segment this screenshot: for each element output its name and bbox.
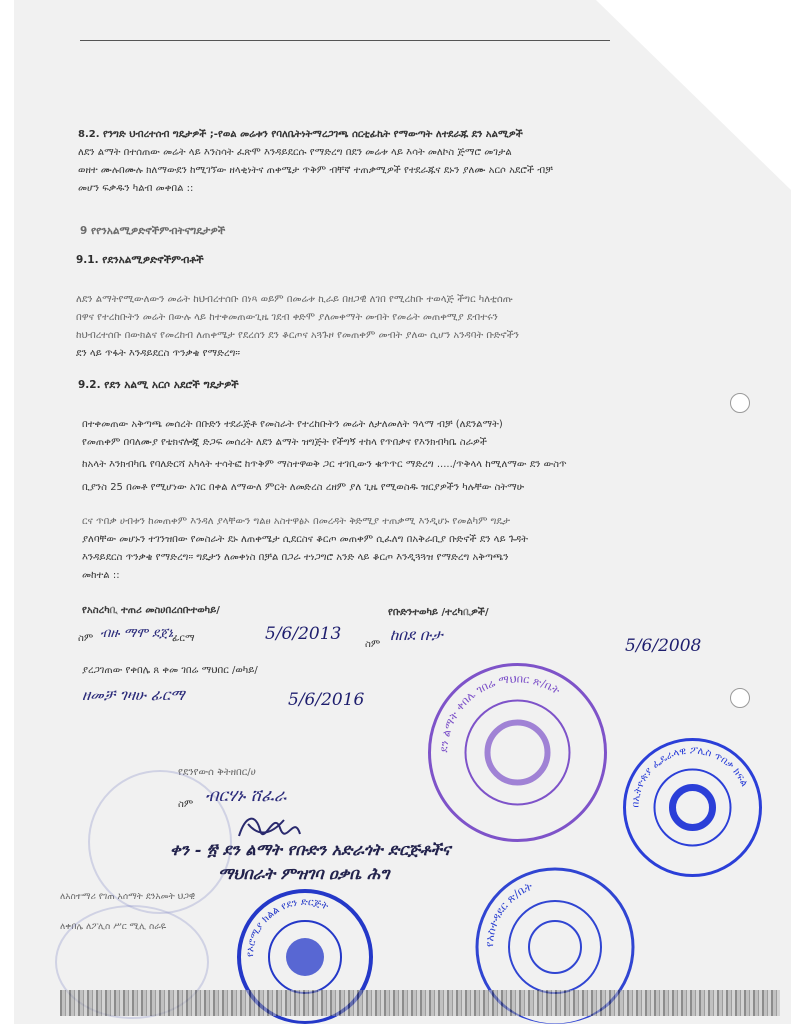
witness-date: 5/6/2016 — [288, 690, 365, 710]
section-9-1-line-3: ከህብረተሰቡ በውክልና የመረከብ ለጠቀሜታ የደረሰን ደን ቆርጦና አጓጉዞ የመጠቀም መብት ያለው ሲሆን አንዳባት ቡድኖችን — [76, 330, 520, 341]
section-9-2-para2-line-4: መከተል :: — [82, 570, 120, 581]
right-signature: ከበደ ቡታ — [390, 626, 443, 644]
section-8-2-line-2: ለደን ልማት በተሰጠው መሬት ላይ እንስሳት ፈጽሞ እንዳይደርሱ የማድረግ በደን መሬቱ ላይ እሳት መለኮስ ጅማሮ መገታል — [78, 147, 512, 158]
handwritten-note-line-2: ማህበራት ምዝገባ ዐቃቤ ሕግ — [218, 864, 390, 883]
stamp-top-seal — [425, 660, 610, 845]
bottom-line-left: ለአስተማሪ የገጠ አሰማት ደንአመት ህጋዊ — [60, 892, 196, 902]
observer-name-label: ስም — [178, 799, 194, 810]
section-9-2-para2-line-3: እንዳይደርስ ጥንቃቄ የማድረግ። ግዴታን ለመቀነስ በቻል በጋራ ተነጋግሮ አንድ ላይ ቆርጦ እንዲጓጓዝ የማድረግ አቅጣጫን — [82, 552, 509, 563]
observer-initials-scribble — [234, 806, 304, 842]
section-9-1-heading: 9.1. የደንአልሚዎድኖችምብቶች — [76, 254, 204, 266]
left-date: 5/6/2013 — [265, 624, 342, 644]
left-signature: ብዙ ማሞ ደጀኔ — [100, 626, 174, 641]
section-9-2-para2-line-2: ያለባቸው መሆኑን ተገንዝበው የመስራት ደኑ ለጠቀሜታ ሲደርስና ቆርጦ መጠቀም ሲፈለግ በአቅራቢያ ቡድኖች ደን ላይ ጉዳት — [82, 534, 529, 545]
section-8-2-line-1: 8.2. የንግድ ህብረተሰብ ግዴታዎች ;-የወል መሬቱን የባለቤትነትማረጋገጫ ሰርቲፊኬት የማውጣት ለተደራጁ ደን አልሚዎች — [78, 129, 523, 140]
section-9-2-line-3: ከአላት እንክብካቤ የባለድርሻ አካላት ተሳትፎ ከጥቅም ማስተዋወቅ ጋር ተገቢውን ቁጥጥር ማድረግ ...../ጥቅላላ ከሚለማው ደን ውስጥ — [82, 459, 567, 470]
left-signatory-title: የአስረካቢ ተጠሪ መስሀበረሰቡተወካይ/ — [82, 605, 220, 616]
section-9-1-line-2: በዋና የተረከቡትን መሬት በውሉ ላይ ከተቀመጠውጊዜ ገደብ ቀድሞ ያለመቀማት መብት የመሬት መጠቀሚያ ደብተሩን — [76, 312, 498, 323]
observer-signature: ብርሃኑ ሸፈራ — [205, 786, 287, 806]
section-9-1-line-4: ደን ላይ ጥፋት እንዳይደርስ ጥንቃቄ የማድረግ። — [76, 348, 241, 359]
stamp-bottom-right-text: የአስተዳደር ጽ/ቤት — [482, 879, 535, 948]
punch-hole-lower — [730, 688, 750, 708]
stamp-right-seal — [620, 735, 765, 880]
scan-margin — [0, 0, 14, 1024]
header-rule — [80, 40, 610, 41]
right-signatory-title: የቡድንተወካይ /ተረካቢዎች/ — [388, 607, 489, 618]
left-name-label: ስም — [78, 633, 94, 644]
section-9-2-line-2: የመጠቀም በባለሙያ የቴክኖሎጂ ድጋፍ መሰረት ለደን ልማት ዝግጅት የችግኝ ተከላ የጥበቃና የእንክብካቤ ስራዎች — [82, 437, 487, 448]
witness-title: ያረጋገጠው የቀበሌ ጸ ቀመ ገበሬ ማህበር /ወካይ/ — [82, 665, 258, 676]
right-date: 5/6/2008 — [625, 636, 702, 656]
stamp-bottom-left-text: የኦሮሚያ ክልል የደን ድርጅት — [244, 896, 330, 958]
section-9-2-line-4: ቢያንስ 25 በመቶ የሚሆነው አገር በቀል ለማውለ ምርት ለመድረስ ረዘም ያለ ጊዜ የሚወስዱ ዝርያዎችን ካሉቸው ስትማሁ — [82, 482, 525, 493]
bottom-line-right: ለቀበሌ ለፖሊስ ሥር ሚሊ ስራዬ — [60, 922, 167, 932]
folded-corner — [596, 0, 791, 190]
handwritten-note-line-1: ቀን - ፳ ደን ልማት የቡድን አድራጎት ድርጅቶችና — [170, 840, 451, 859]
section-9-heading: 9 የየንአልሚዎድኖችምብትናግዴታዎች — [80, 225, 226, 237]
section-8-2-line-3: ወዘተ ሙሉበሙሉ ክለማውደን ከሚገኘው ዘላቂነትና ጠቀሜታ ጥቅም ብቸኛ ተጠቃሚዎች የተደራጁና ደኑን ያለሙ አርሶ አደሮች ብቻ — [78, 165, 553, 176]
observer-title: የደንየውሰ ቅትዘበር/ሀ — [178, 767, 256, 778]
section-9-2-line-1: በተቀመጠው አቅጣጫ መሰረት በቡድን ተደራጅቶ የመስራት የተረከቡትን መሬት ለታለመለት ዓላማ ብቻ (ለደንልማት) — [82, 419, 503, 430]
left-sign-label: ፊርማ — [172, 633, 195, 644]
right-name-label: ስም — [365, 639, 381, 650]
section-9-2-para2-line-1: ርና ጥበቃ ሀብቱን ከመጠቀም እንዳለ ያላቸውን ግልፀ አስተዋፅኦ በመረዳት ቅድሚያ ተጠቃሚ እንዲሆኑ የመልካም ግዴታ — [82, 516, 510, 527]
stamp-right-text: በኢትዮጵያ ፌዴራላዊ ፖሊስ ጥበቃ ክፍል — [630, 745, 750, 808]
faded-stamp-imprint — [88, 770, 232, 914]
section-9-1-line-1: ለደን ልማትየሚውለውን መሬት ከህብረተሰቡ በነጻ ወይም በመሬቱ ኪራይ በዘጋዊ ለገበ የሚረከቡ ተወላጅ ችግር ካለቲሰጡ — [76, 294, 513, 305]
stamp-top-text: ደን ልማት ቀበሌ ገበሬ ማህበር ጽ/ቤት — [437, 672, 563, 753]
section-9-2-heading: 9.2. የደን አልሚ አርሶ አደሮች ግዴታዎች — [78, 379, 239, 391]
scan-edge-noise — [60, 990, 780, 1016]
punch-hole-upper — [730, 393, 750, 413]
witness-signature: ዘመቻ ገዛሁ ፊርማ — [82, 686, 185, 704]
section-8-2-line-4: መሆን ፍቃዱን ካልብ መቀበል :: — [78, 183, 194, 194]
svg-text:የአስተዳደር ጽ/ቤት — [483, 879, 535, 947]
